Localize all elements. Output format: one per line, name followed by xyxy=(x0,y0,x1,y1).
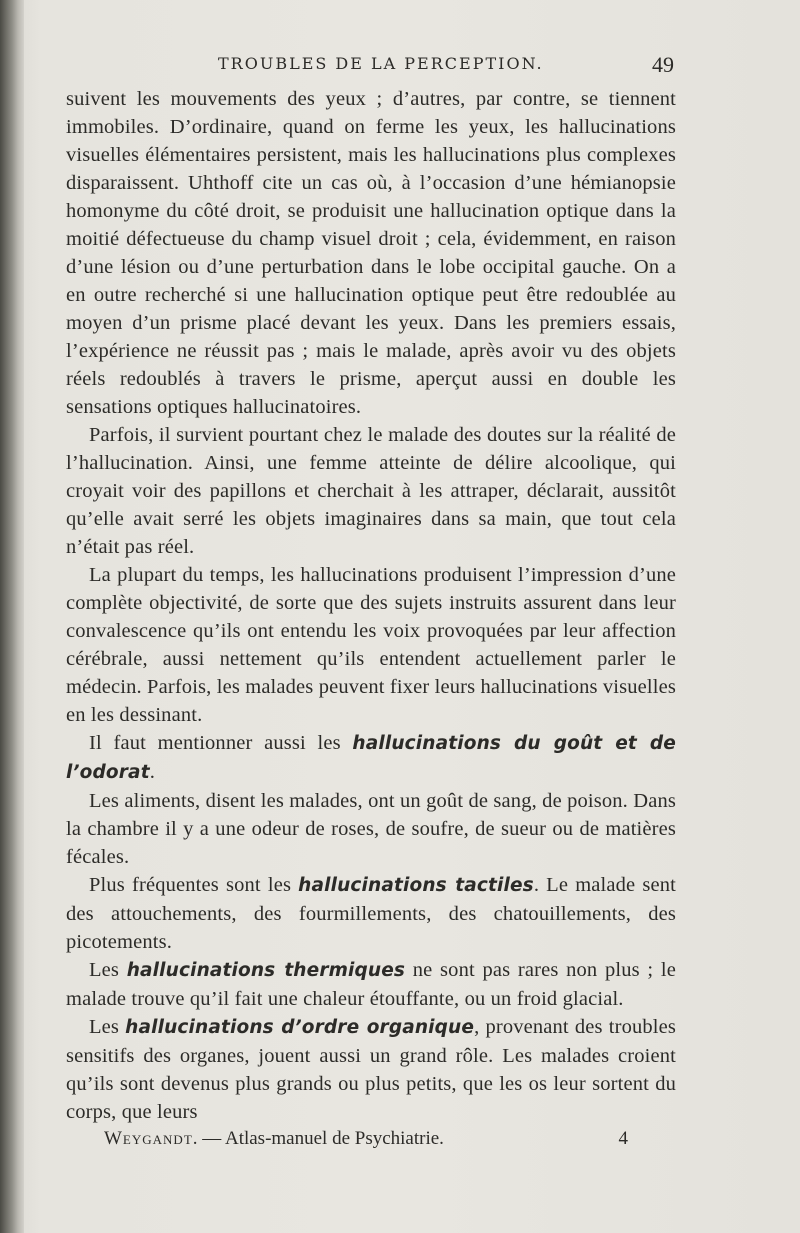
paragraph-text: Les xyxy=(89,959,127,981)
paragraph xyxy=(66,729,676,787)
emphasized-term: hallucinations thermiques xyxy=(126,960,406,981)
emphasized-term: hallucinations du goût et de l’odorat xyxy=(66,733,676,783)
footer-book-title: Atlas-manuel de Psychiatrie. xyxy=(224,1128,444,1149)
footer-author: Weygandt xyxy=(104,1128,193,1149)
footer-separator: . — xyxy=(192,1128,222,1149)
paragraph xyxy=(66,85,676,421)
paragraph-text: Parfois, il survient pourtant chez le malade des doutes sur la réalité de l’hallucination. Ainsi, une femme atteinte de délire alcoolique, qui croyait voir des papillons et cherchait à les attraper, déclarait, aussitôt qu’elle avait serré les objets imaginaires dans sa main, que tout cela n’était pas réel. xyxy=(66,424,676,558)
paragraph xyxy=(66,956,676,1013)
page-footer xyxy=(104,1128,634,1150)
paragraph-text: Les xyxy=(89,1016,126,1038)
paragraph-text: , provenant des troubles sensitifs des organes, jouent aussi un grand rôle. Les malades croient qu’ils sont devenus plus grands ou plus petits, que les os leur sortent du corps, que leurs xyxy=(66,1016,676,1123)
page-number: 49 xyxy=(652,52,674,77)
paragraph xyxy=(66,421,676,561)
paragraph-text: Il faut mentionner aussi les xyxy=(89,732,353,754)
paragraph-text: La plupart du temps, les hallucinations produisent l’impression d’une complète objectivité, de sorte que des sujets instruits assurent dans leur convalescence qu’ils ont entendu les voix provoquées par leur affection cérébrale, aussi nettement qu’ils entendent actuellement parler le médecin. Parfois, les malades peuvent fixer leurs hallucinations visuelles en les dessinant. xyxy=(66,564,676,726)
paragraph-text: . xyxy=(149,761,155,783)
paragraph-text: . Le malade sent des attouchements, des fourmillements, des chatouillements, des picotements. xyxy=(66,874,676,953)
paragraph-text: Plus fréquentes sont les xyxy=(89,874,299,896)
body-text xyxy=(66,85,676,1126)
signature-mark: 4 xyxy=(618,1128,628,1149)
paragraph-text: suivent les mouvements des yeux ; d’autres, par contre, se tiennent immobiles. D’ordinaire, quand on ferme les yeux, les hallucinations visuelles élémentaires persistent, mais les hallucinations plus complexes disparaissent. Uhthoff cite un cas où, à l’occasion d’une hémianopsie homonyme du côté droit, se produisit une hallucination optique dans la moitié défectueuse du champ visuel droit ; cela, évidemment, en raison d’une lésion ou d’une perturbation dans le lobe occipital gauche. On a en outre recherché si une hallucination optique peut être redoublée au moyen d’un prisme placé devant les yeux. Dans les premiers essais, l’expérience ne réussit pas ; mais le malade, après avoir vu des objets réels redoublés à travers le prisme, aperçut aussi en double les sensations optiques hallucinatoires. xyxy=(66,88,676,418)
paragraph xyxy=(66,1013,676,1126)
paragraph xyxy=(66,871,676,956)
paragraph-text: ne sont pas rares non plus ; le malade trouve qu’il fait une chaleur étouffante, ou un froid glacial. xyxy=(66,959,676,1010)
book-spine-shadow xyxy=(0,0,24,1233)
paragraph xyxy=(66,561,676,729)
paragraph xyxy=(66,787,676,871)
running-title: TROUBLES DE LA PERCEPTION. xyxy=(218,54,544,73)
emphasized-term: hallucinations d’ordre organique xyxy=(125,1017,475,1038)
running-head xyxy=(66,52,674,78)
paragraph-text: Les aliments, disent les malades, ont un goût de sang, de poison. Dans la chambre il y a une odeur de roses, de soufre, de sueur ou de matières fécales. xyxy=(66,790,676,868)
emphasized-term: hallucinations tactiles xyxy=(298,875,534,896)
